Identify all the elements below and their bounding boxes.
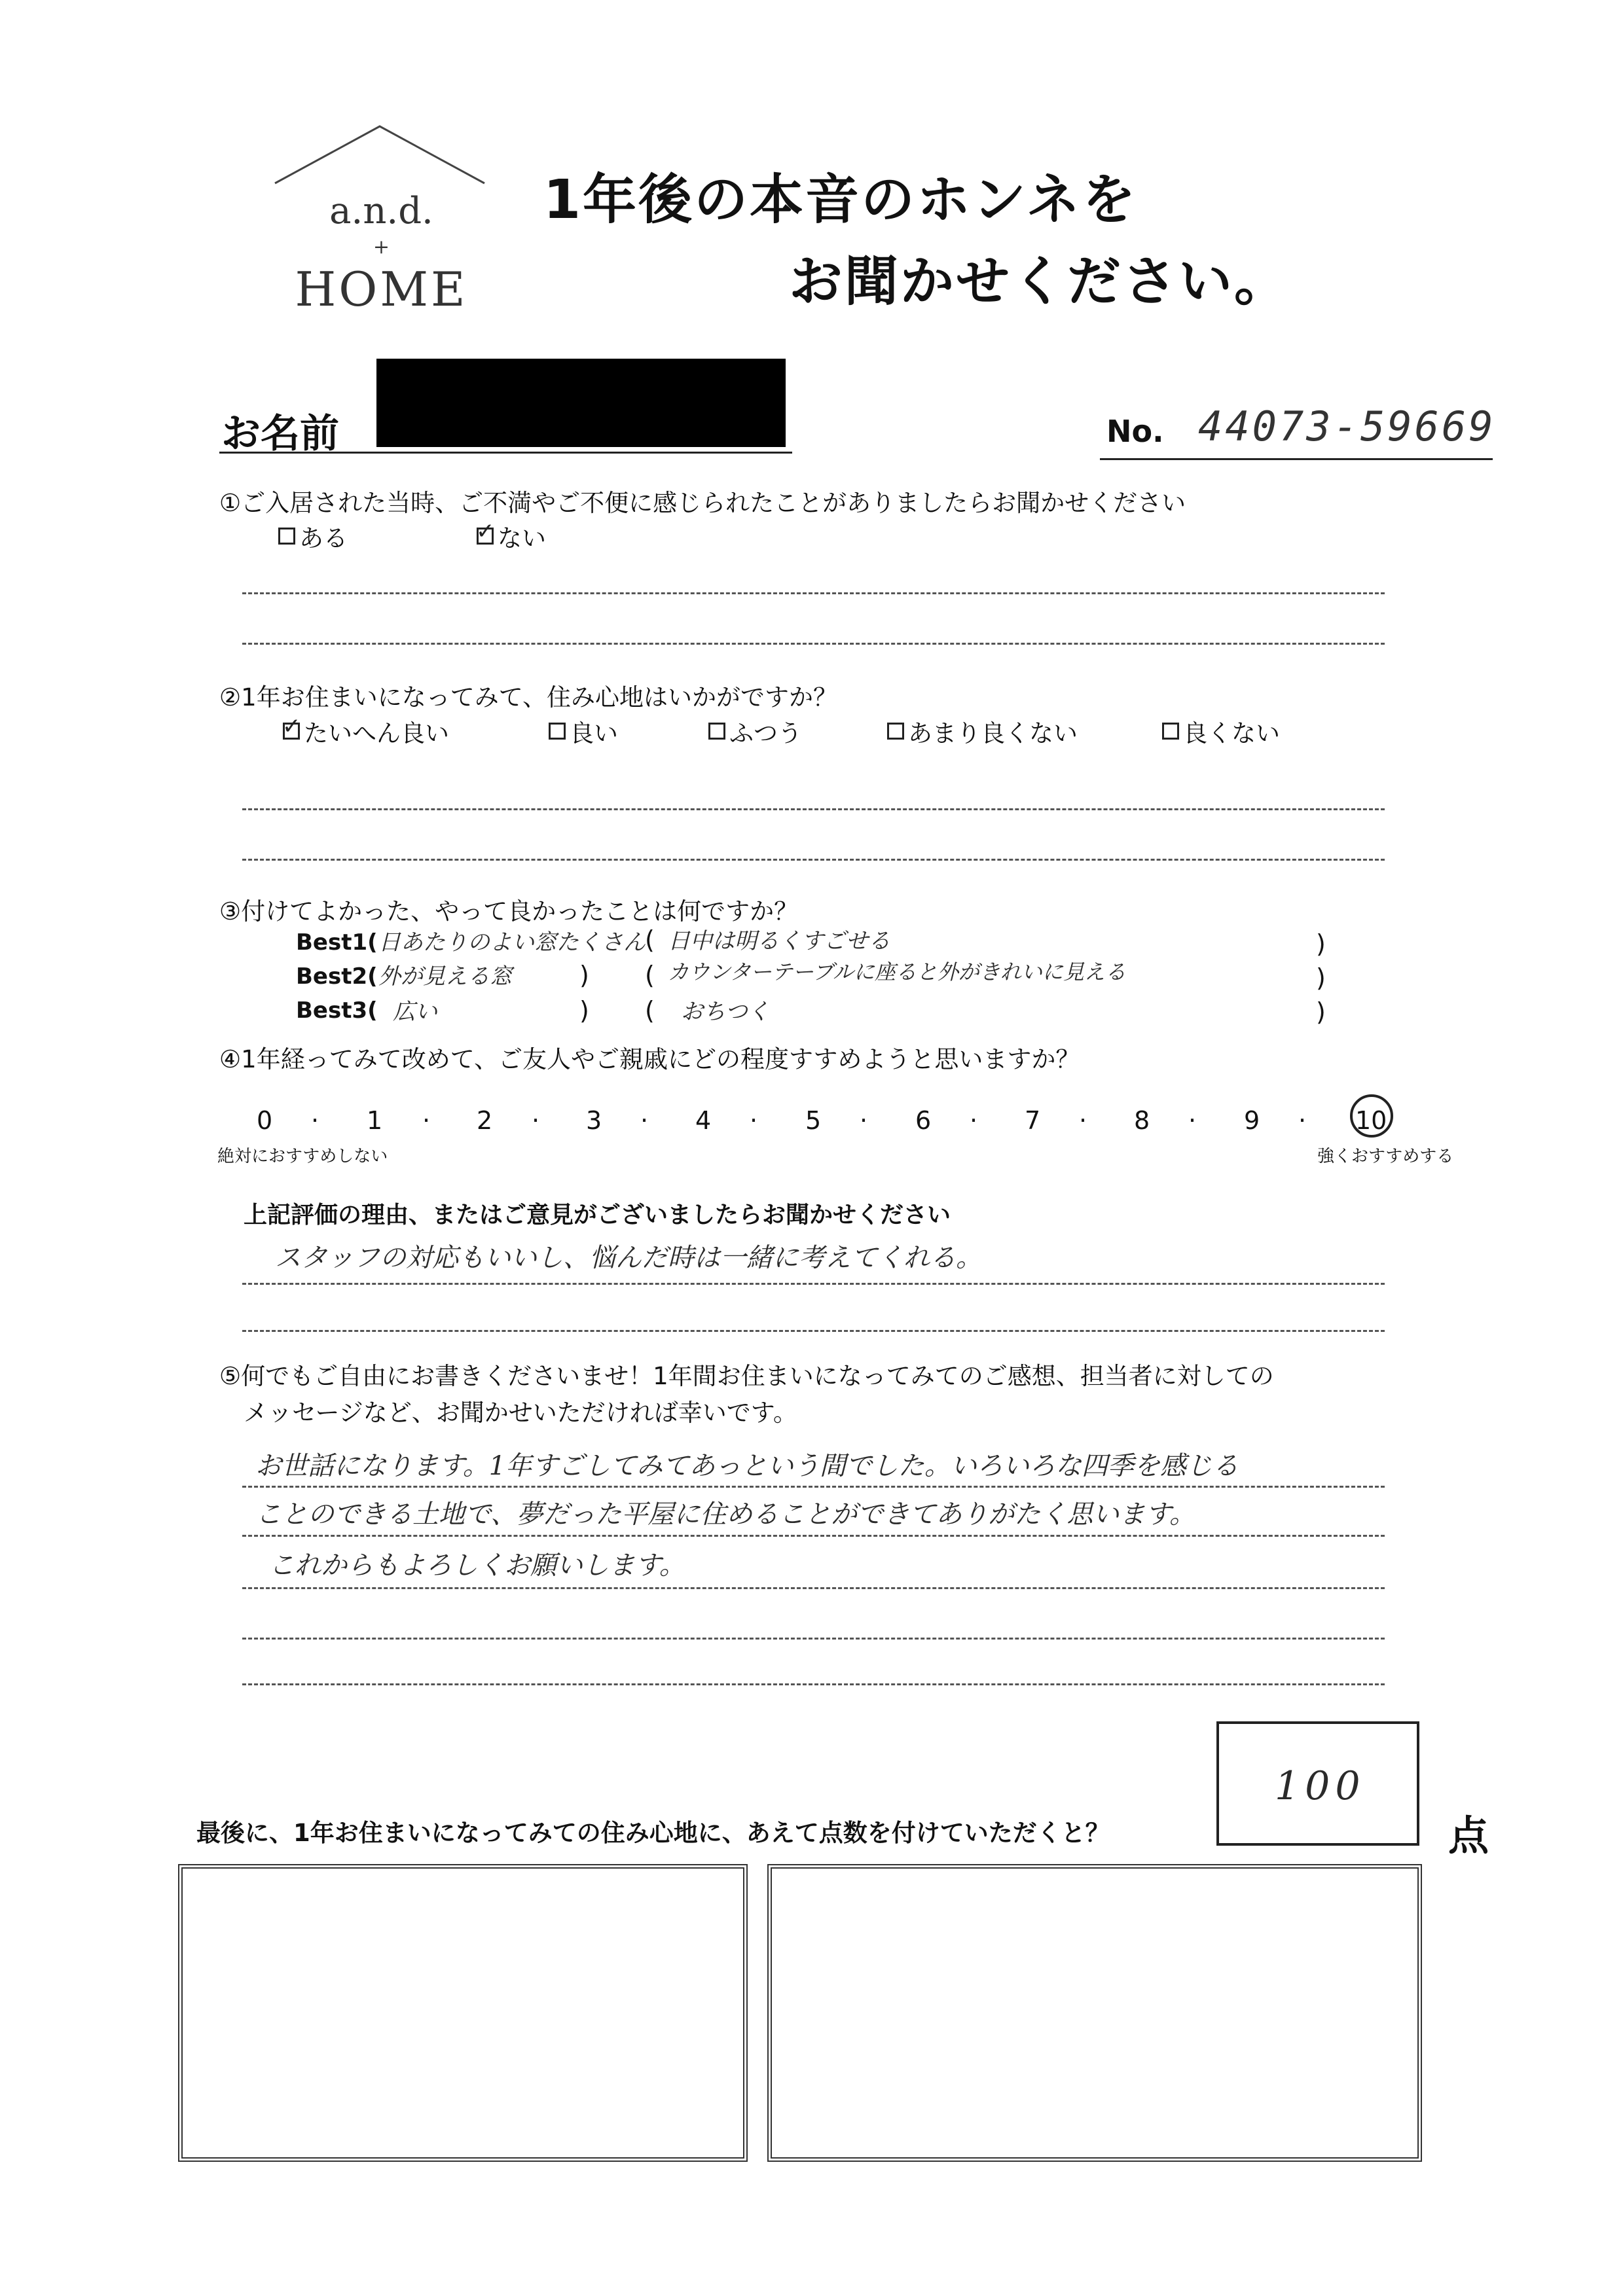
- scale-0[interactable]: 0: [257, 1106, 273, 1135]
- q2-option-label: あまり良くない: [908, 719, 1078, 747]
- selected-score-circle: [1350, 1094, 1393, 1138]
- answer-line: [242, 1283, 1385, 1285]
- best1-label: Best1(: [296, 929, 378, 956]
- question-2: ②1年お住まいになってみて、住み心地はいかがですか？: [219, 683, 837, 711]
- free-answer-line2: ことのできる土地で、夢だった平屋に住めることができてありがたく思います。: [255, 1499, 1195, 1530]
- scale-10[interactable]: 10: [1355, 1106, 1387, 1135]
- question-1: ①ご入居された当時、ご不満やご不便に感じられたことがありましたらお聞かせください: [219, 489, 1186, 517]
- number-value: 44073-59669: [1198, 403, 1496, 450]
- paren-open: (: [645, 925, 655, 954]
- reason-answer: スタッフの対応もいいし、悩んだ時は一緒に考えてくれる。: [275, 1243, 982, 1273]
- page-title-line1: 1年後の本音のホンネを: [543, 169, 1138, 231]
- score-unit: 点: [1448, 1812, 1489, 1859]
- scale-high-label: 強くおすすめする: [1317, 1147, 1454, 1166]
- photo-frame-left: [178, 1864, 748, 2162]
- paren-close: ): [1316, 963, 1326, 992]
- scale-7[interactable]: 7: [1025, 1106, 1041, 1135]
- question-3: ③付けてよかった、やって良かったことは何ですか？: [219, 897, 799, 925]
- q2-option-not-so-good[interactable]: [887, 713, 1078, 749]
- scale-dot: ·: [860, 1106, 868, 1135]
- answer-line: [242, 859, 1385, 861]
- q1-option-nai[interactable]: [477, 518, 546, 554]
- score-value: 100: [1275, 1763, 1366, 1809]
- q2-option-label: たいへん良い: [304, 719, 449, 747]
- checkbox[interactable]: [476, 518, 495, 545]
- check-icon: ✓: [476, 518, 495, 545]
- scale-6[interactable]: 6: [915, 1106, 932, 1135]
- best1-item: 日あたりのよい窓たくさん: [378, 929, 646, 956]
- best3-label: Best3(: [296, 997, 378, 1024]
- best3-reason: おちつく: [681, 999, 770, 1025]
- check-icon: ✓: [282, 713, 301, 740]
- q2-option-label: ふつう: [729, 719, 802, 747]
- best3-item: 広い: [393, 999, 437, 1025]
- number-underline: [1100, 458, 1493, 460]
- paren-close: ): [579, 996, 589, 1025]
- scale-dot: ·: [1079, 1106, 1087, 1135]
- scale-dot: ·: [1188, 1106, 1197, 1135]
- q1-option-nai-label: ない: [498, 524, 546, 552]
- checkbox[interactable]: [708, 723, 725, 740]
- answer-line: [242, 1535, 1385, 1537]
- scale-9[interactable]: 9: [1244, 1106, 1260, 1135]
- scale-dot: ·: [970, 1106, 978, 1135]
- reason-prompt: 上記評価の理由、またはご意見がございましたらお聞かせください: [244, 1202, 951, 1229]
- answer-line: [242, 592, 1385, 594]
- paren-open: (: [645, 996, 655, 1025]
- logo-roof-icon: [272, 121, 488, 193]
- question-5-line2: メッセージなど、お聞かせいただければ幸いです。: [244, 1399, 797, 1427]
- question-4: ④1年経ってみて改めて、ご友人やご親戚にどの程度すすめようと思いますか？: [219, 1045, 1080, 1073]
- logo-plus: +: [373, 236, 390, 259]
- free-answer-line3: これからもよろしくお願いします。: [268, 1551, 685, 1581]
- answer-line: [242, 1683, 1385, 1685]
- scale-2[interactable]: 2: [477, 1106, 493, 1135]
- answer-line: [242, 643, 1385, 645]
- scale-4[interactable]: 4: [695, 1106, 712, 1135]
- paren-close: ): [1316, 997, 1326, 1026]
- scale-1[interactable]: 1: [367, 1106, 383, 1135]
- q1-option-aru-label: ある: [299, 524, 348, 552]
- q2-option-normal[interactable]: [708, 713, 802, 749]
- name-underline: [219, 452, 792, 454]
- checkbox[interactable]: [549, 723, 566, 740]
- scale-dot: ·: [750, 1106, 758, 1135]
- q2-option-very-good[interactable]: [283, 713, 449, 749]
- q2-option-good[interactable]: [549, 713, 618, 749]
- number-label: No.: [1106, 414, 1164, 449]
- photo-frame-right: [767, 1864, 1422, 2162]
- scale-dot: ·: [640, 1106, 649, 1135]
- scale-dot: ·: [532, 1106, 540, 1135]
- scale-5[interactable]: 5: [805, 1106, 822, 1135]
- best2-label: Best2(: [296, 963, 378, 990]
- checkbox[interactable]: [278, 528, 295, 545]
- answer-line: [242, 1486, 1385, 1488]
- free-answer-line1: お世話になります。1年すごしてみてあっという間でした。いろいろな四季を感じる: [255, 1451, 1239, 1481]
- logo-text-and: a.n.d.: [329, 190, 433, 232]
- answer-line: [242, 1638, 1385, 1640]
- best2-reason: カウンターテーブルに座ると外がきれいに見える: [668, 960, 1126, 984]
- q2-option-label: 良くない: [1183, 719, 1280, 747]
- question-5-line1: ⑤何でもご自由にお書きくださいませ！1年間お住まいになってみてのご感想、担当者に対しての: [219, 1362, 1274, 1390]
- paren-close: ): [1316, 929, 1326, 958]
- q2-option-label: 良い: [570, 719, 618, 747]
- score-box[interactable]: [1216, 1721, 1419, 1846]
- scale-dot: ·: [422, 1106, 431, 1135]
- best2-item: 外が見える窓: [378, 963, 512, 990]
- paren-close: ): [579, 961, 589, 990]
- answer-line: [242, 1330, 1385, 1332]
- page-title-line2: お聞かせください。: [789, 251, 1290, 313]
- score-question: 最後に、1年お住まいになってみての住み心地に、あえて点数を付けていただくと？: [196, 1819, 1110, 1847]
- q1-option-aru[interactable]: [278, 518, 348, 554]
- checkbox[interactable]: [282, 713, 301, 740]
- scale-8[interactable]: 8: [1134, 1106, 1150, 1135]
- scale-3[interactable]: 3: [586, 1106, 602, 1135]
- q2-option-bad[interactable]: [1162, 713, 1280, 749]
- scale-dot: ·: [1298, 1106, 1307, 1135]
- logo-text-home: HOME: [295, 262, 468, 317]
- scale-dot: ·: [311, 1106, 319, 1135]
- paren-open: (: [645, 961, 655, 990]
- name-redacted: [376, 359, 786, 447]
- answer-line: [242, 808, 1385, 810]
- checkbox[interactable]: [1162, 723, 1179, 740]
- answer-line: [242, 1587, 1385, 1589]
- checkbox[interactable]: [887, 723, 904, 740]
- scale-low-label: 絶対におすすめしない: [217, 1147, 388, 1166]
- name-label: お名前: [221, 411, 339, 457]
- best1-reason: 日中は明るくすごせる: [668, 928, 890, 954]
